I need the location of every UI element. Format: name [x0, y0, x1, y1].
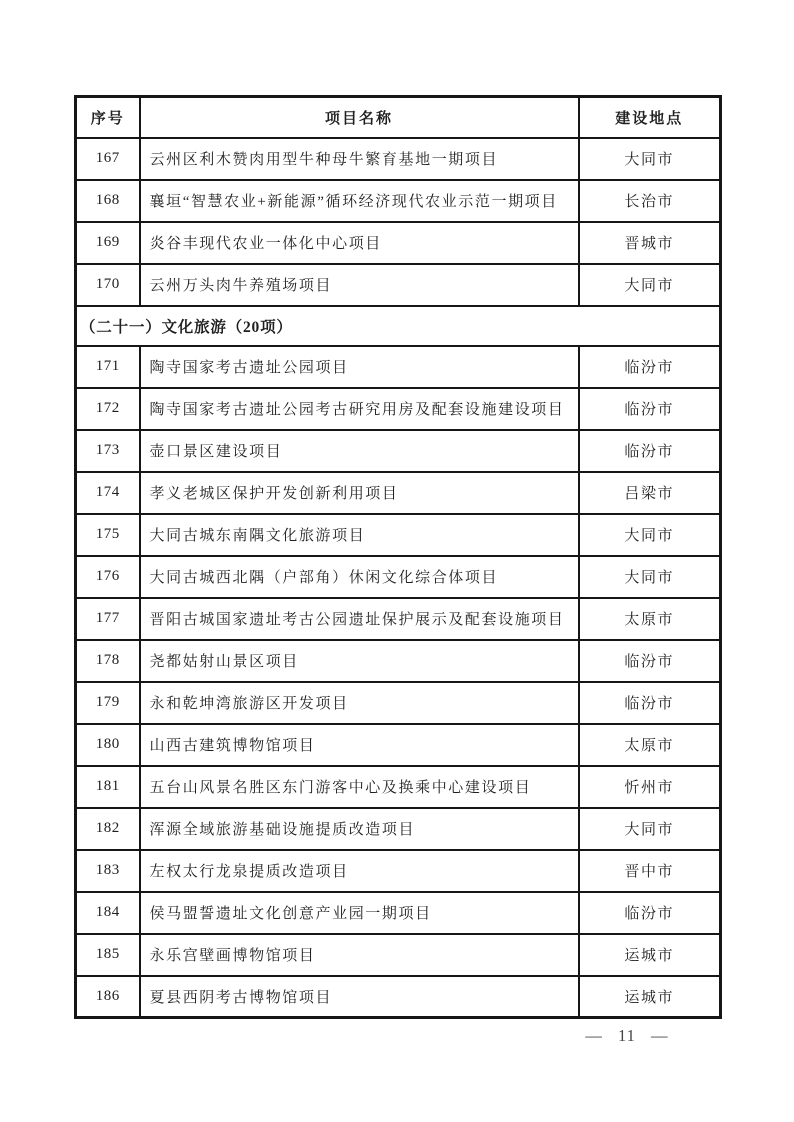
table-body	[76, 138, 721, 1018]
row-location: 大同市	[579, 138, 721, 180]
row-project-name: 左权太行龙泉提质改造项目	[140, 850, 579, 892]
page-number: — 11 —	[585, 1026, 669, 1045]
row-project-name: 壶口景区建设项目	[140, 430, 579, 472]
table-header	[76, 97, 721, 138]
projects-table	[74, 95, 722, 1019]
row-project-name: 大同古城东南隅文化旅游项目	[140, 514, 579, 556]
table-row	[76, 934, 721, 976]
table-row	[76, 808, 721, 850]
table-row	[76, 514, 721, 556]
table-row	[76, 388, 721, 430]
row-location: 太原市	[579, 724, 721, 766]
row-location: 临汾市	[579, 892, 721, 934]
row-project-name: 炎谷丰现代农业一体化中心项目	[140, 222, 579, 264]
row-location: 长治市	[579, 180, 721, 222]
row-no: 169	[76, 222, 140, 264]
row-project-name: 云州万头肉牛养殖场项目	[140, 264, 579, 306]
table-row	[76, 472, 721, 514]
row-project-name: 永乐宫壁画博物馆项目	[140, 934, 579, 976]
row-project-name: 尧都姑射山景区项目	[140, 640, 579, 682]
row-location: 大同市	[579, 808, 721, 850]
table-row	[76, 430, 721, 472]
table-row	[76, 346, 721, 388]
row-location: 临汾市	[579, 346, 721, 388]
row-no: 184	[76, 892, 140, 934]
row-project-name: 浑源全域旅游基础设施提质改造项目	[140, 808, 579, 850]
table-row	[76, 682, 721, 724]
row-location: 忻州市	[579, 766, 721, 808]
row-no: 185	[76, 934, 140, 976]
row-no: 180	[76, 724, 140, 766]
row-project-name: 陶寺国家考古遗址公园项目	[140, 346, 579, 388]
row-location: 大同市	[579, 556, 721, 598]
section-header-row	[76, 306, 721, 346]
row-location: 大同市	[579, 514, 721, 556]
row-project-name: 陶寺国家考古遗址公园考古研究用房及配套设施建设项目	[140, 388, 579, 430]
header-row	[76, 97, 721, 138]
row-no: 186	[76, 976, 140, 1018]
row-no: 177	[76, 598, 140, 640]
row-no: 171	[76, 346, 140, 388]
row-no: 179	[76, 682, 140, 724]
row-project-name: 襄垣“智慧农业+新能源”循环经济现代农业示范一期项目	[140, 180, 579, 222]
table-row	[76, 892, 721, 934]
row-no: 183	[76, 850, 140, 892]
table-row	[76, 766, 721, 808]
section-label: （二十一）文化旅游（20项）	[76, 306, 721, 346]
row-location: 临汾市	[579, 682, 721, 724]
row-location: 临汾市	[579, 640, 721, 682]
row-no: 174	[76, 472, 140, 514]
row-no: 173	[76, 430, 140, 472]
row-no: 170	[76, 264, 140, 306]
row-no: 176	[76, 556, 140, 598]
row-no: 167	[76, 138, 140, 180]
column-header-project-name: 项目名称	[140, 97, 579, 138]
row-location: 太原市	[579, 598, 721, 640]
column-header-location: 建设地点	[579, 97, 721, 138]
row-project-name: 云州区利木赞肉用型牛种母牛繁育基地一期项目	[140, 138, 579, 180]
row-no: 178	[76, 640, 140, 682]
row-project-name: 永和乾坤湾旅游区开发项目	[140, 682, 579, 724]
row-project-name: 五台山风景名胜区东门游客中心及换乘中心建设项目	[140, 766, 579, 808]
table-row	[76, 222, 721, 264]
row-no: 175	[76, 514, 140, 556]
row-no: 172	[76, 388, 140, 430]
row-location: 晋城市	[579, 222, 721, 264]
column-header-no: 序号	[76, 97, 140, 138]
row-location: 晋中市	[579, 850, 721, 892]
table-row	[76, 976, 721, 1018]
table-row	[76, 138, 721, 180]
table-row	[76, 598, 721, 640]
row-project-name: 山西古建筑博物馆项目	[140, 724, 579, 766]
row-no: 168	[76, 180, 140, 222]
row-location: 运城市	[579, 976, 721, 1018]
row-location: 运城市	[579, 934, 721, 976]
row-project-name: 大同古城西北隅（户部角）休闲文化综合体项目	[140, 556, 579, 598]
table-row	[76, 180, 721, 222]
table-row	[76, 264, 721, 306]
row-project-name: 孝义老城区保护开发创新利用项目	[140, 472, 579, 514]
row-project-name: 夏县西阴考古博物馆项目	[140, 976, 579, 1018]
row-location: 临汾市	[579, 430, 721, 472]
table-row	[76, 556, 721, 598]
row-no: 182	[76, 808, 140, 850]
table-row	[76, 724, 721, 766]
row-location: 临汾市	[579, 388, 721, 430]
table-row	[76, 640, 721, 682]
row-no: 181	[76, 766, 140, 808]
row-location: 吕梁市	[579, 472, 721, 514]
row-location: 大同市	[579, 264, 721, 306]
row-project-name: 晋阳古城国家遗址考古公园遗址保护展示及配套设施项目	[140, 598, 579, 640]
table-row	[76, 850, 721, 892]
row-project-name: 侯马盟誓遗址文化创意产业园一期项目	[140, 892, 579, 934]
